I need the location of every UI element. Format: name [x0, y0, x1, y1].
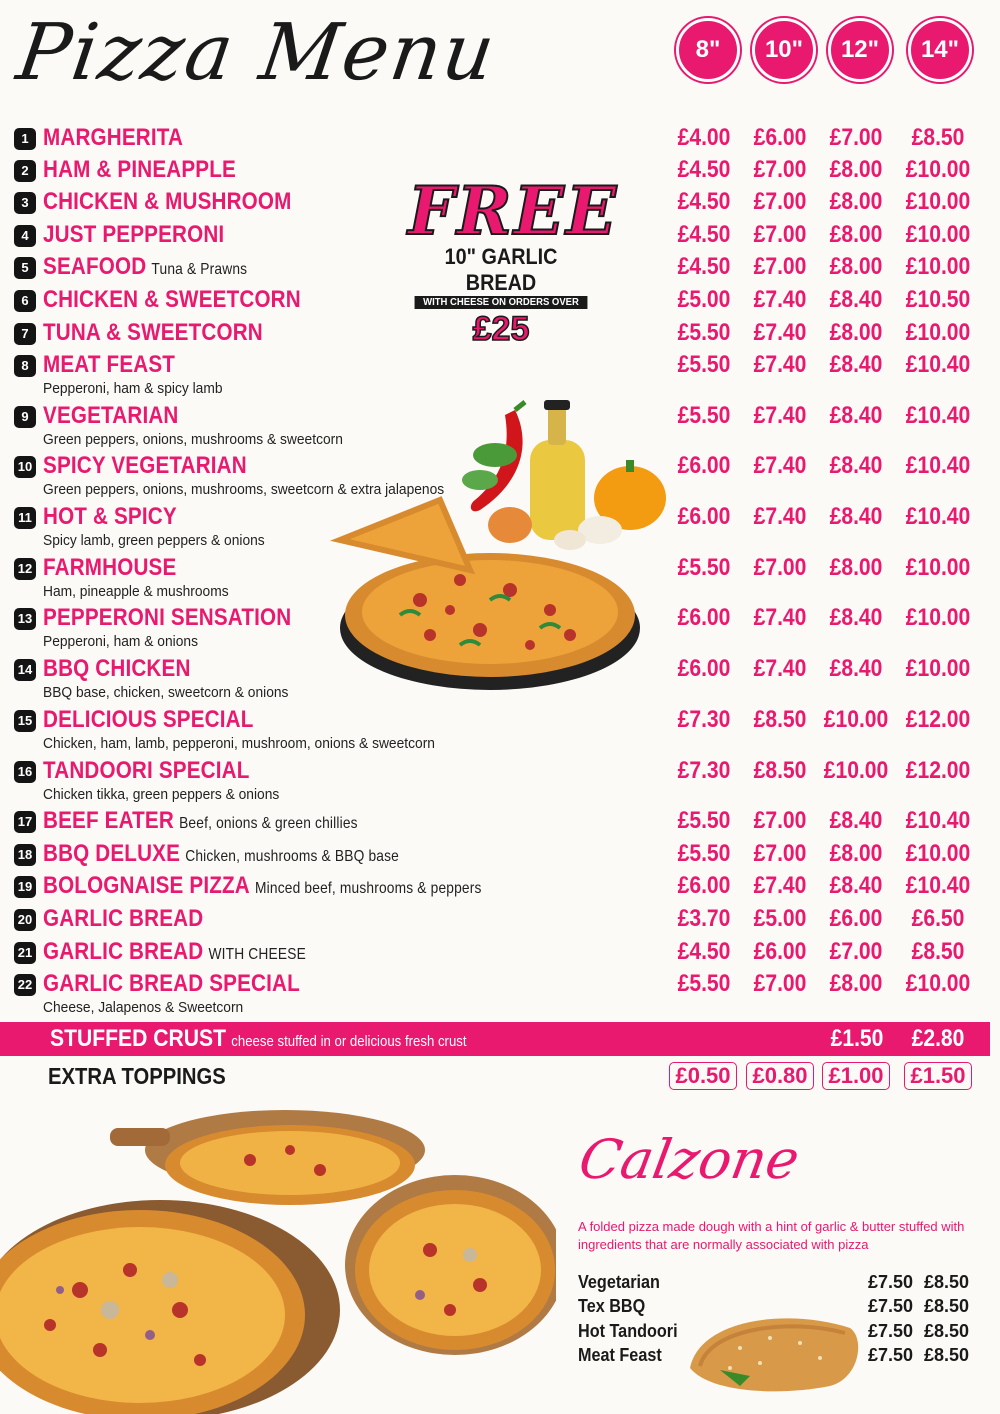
price-14-inch: £10.50: [905, 286, 971, 313]
item-number-badge: 10: [14, 456, 36, 478]
pizza-name-text: BBQ DELUXE: [43, 840, 181, 867]
stuffed-crust-price-12: £1.50: [830, 1025, 884, 1052]
item-number-badge: 19: [14, 876, 36, 898]
calzone-image: [680, 1308, 866, 1394]
pizza-name-text: MARGHERITA: [43, 124, 184, 151]
price-10-inch: £7.40: [753, 351, 807, 378]
price-8-inch: £4.00: [677, 124, 731, 151]
calzone-price: £8.50: [924, 1345, 970, 1365]
price-12-inch: £7.00: [829, 938, 883, 965]
price-14-inch: £10.40: [905, 807, 971, 834]
price-14-inch: £10.40: [905, 872, 971, 899]
price-12-inch: £10.00: [823, 757, 889, 784]
price-10-inch: £8.50: [753, 757, 807, 784]
price-14-inch: £10.40: [905, 503, 971, 530]
calzone-row: [578, 1272, 978, 1296]
pizza-name: [43, 970, 300, 998]
pizza-name-text: VEGETARIAN: [43, 402, 179, 429]
price-10-inch: £7.40: [753, 319, 807, 346]
price-12-inch: £8.00: [829, 156, 883, 183]
pizza-name: [43, 554, 176, 582]
promo-condition: WITH CHEESE ON ORDERS OVER: [415, 296, 588, 309]
calzone-price: £7.50: [868, 1272, 914, 1292]
calzone-name: Hot Tandoori: [578, 1321, 678, 1341]
calzone-name: Tex BBQ: [578, 1296, 646, 1316]
price-10-inch: £7.00: [753, 840, 807, 867]
item-number-badge: 20: [14, 909, 36, 931]
size-12-circle: 12": [828, 18, 892, 82]
item-number-badge: 8: [14, 355, 36, 377]
price-12-inch: £8.40: [829, 286, 883, 313]
pizza-name: [43, 319, 263, 347]
price-14-inch: £10.00: [905, 188, 971, 215]
price-14-inch: £12.00: [905, 706, 971, 733]
calzone-price: £8.50: [924, 1272, 970, 1292]
price-10-inch: £7.40: [753, 604, 807, 631]
price-8-inch: £5.50: [677, 970, 731, 997]
pizza-name-text: JUST PEPPERONI: [43, 221, 225, 248]
pizza-row: [14, 970, 984, 1021]
price-10-inch: £7.40: [753, 503, 807, 530]
pizza-name-text: CHICKEN & MUSHROOM: [43, 188, 292, 215]
pizza-inline-description: Minced beef, mushrooms & peppers: [255, 880, 482, 897]
price-10-inch: £7.00: [753, 554, 807, 581]
free-garlic-bread-promo: [408, 172, 619, 348]
pizza-name: [43, 351, 175, 379]
item-number-badge: 15: [14, 710, 36, 732]
stuffed-crust-desc: cheese stuffed in or delicious fresh crust: [231, 1033, 467, 1050]
item-number-badge: 1: [14, 128, 36, 150]
pizza-name-text: PEPPERONI SENSATION: [43, 604, 292, 631]
price-10-inch: £6.00: [753, 938, 807, 965]
price-12-inch: £8.40: [829, 872, 883, 899]
pizza-name-text: BEEF EATER: [43, 807, 174, 834]
price-8-inch: £4.50: [677, 938, 731, 965]
price-8-inch: £4.50: [677, 156, 731, 183]
price-8-inch: £5.50: [677, 554, 731, 581]
pizza-name: [43, 938, 306, 966]
item-number-badge: 2: [14, 160, 36, 182]
price-8-inch: £6.00: [677, 872, 731, 899]
pizza-row: [14, 840, 984, 871]
calzone-price: £8.50: [924, 1296, 970, 1316]
pizza-row: [14, 872, 984, 903]
extra-toppings-price-10: £0.80: [746, 1062, 814, 1090]
item-number-badge: 22: [14, 974, 36, 996]
price-10-inch: £6.00: [753, 124, 807, 151]
pizza-name: [43, 807, 358, 835]
pizza-with-vegetables-image: [330, 400, 675, 700]
size-8-circle: 8": [676, 18, 740, 82]
pizza-row: [14, 807, 984, 838]
pizza-description: Chicken, ham, lamb, pepperoni, mushroom, onions & sweetcorn: [43, 735, 435, 752]
price-8-inch: £6.00: [677, 452, 731, 479]
price-8-inch: £5.50: [677, 351, 731, 378]
price-10-inch: £7.00: [753, 221, 807, 248]
pizza-name-text: TANDOORI SPECIAL: [43, 757, 250, 784]
price-12-inch: £8.00: [829, 319, 883, 346]
calzone-price: £7.50: [868, 1345, 914, 1365]
item-number-badge: 11: [14, 507, 36, 529]
price-8-inch: £6.00: [677, 503, 731, 530]
price-12-inch: £8.40: [829, 604, 883, 631]
item-number-badge: 9: [14, 406, 36, 428]
price-8-inch: £7.30: [677, 706, 731, 733]
calzone-intro: A folded pizza made dough with a hint of garlic & butter stuffed with ingredients that are normally associated with pizza: [578, 1219, 965, 1252]
pizza-name-text: GARLIC BREAD SPECIAL: [43, 970, 300, 997]
price-8-inch: £7.30: [677, 757, 731, 784]
price-10-inch: £8.50: [753, 706, 807, 733]
pizza-name: [43, 757, 249, 785]
price-10-inch: £5.00: [753, 905, 807, 932]
item-number-badge: 5: [14, 257, 36, 279]
price-14-inch: £6.50: [911, 905, 965, 932]
pizza-name: [43, 156, 236, 184]
price-10-inch: £7.40: [753, 286, 807, 313]
stuffed-crust-label: [50, 1025, 467, 1053]
price-8-inch: £5.50: [677, 402, 731, 429]
stuffed-crust-title: STUFFED CRUST: [50, 1025, 226, 1052]
price-12-inch: £8.00: [829, 554, 883, 581]
price-14-inch: £10.40: [905, 452, 971, 479]
calzone-price: £7.50: [868, 1321, 914, 1341]
pizza-description: Green peppers, onions, mushrooms, sweetcorn & extra jalapenos: [43, 481, 445, 498]
pizza-description: BBQ base, chicken, sweetcorn & onions: [43, 684, 289, 701]
price-8-inch: £6.00: [677, 655, 731, 682]
item-number-badge: 4: [14, 225, 36, 247]
price-14-inch: £10.00: [905, 253, 971, 280]
price-12-inch: £10.00: [823, 706, 889, 733]
pizzas-on-boards-image: [0, 1110, 556, 1414]
price-14-inch: £8.50: [911, 124, 965, 151]
calzone-title: Calzone: [574, 1128, 805, 1191]
pizza-name-text: DELICIOUS SPECIAL: [43, 706, 254, 733]
calzone-price: £7.50: [868, 1296, 914, 1316]
pizza-description: Spicy lamb, green peppers & onions: [43, 532, 265, 549]
promo-headline: FREE: [408, 172, 619, 250]
pizza-name-text: CHICKEN & SWEETCORN: [43, 286, 301, 313]
pizza-row: [14, 938, 984, 969]
pizza-name: [43, 872, 482, 900]
price-12-inch: £8.00: [829, 970, 883, 997]
price-14-inch: £10.00: [905, 655, 971, 682]
price-8-inch: £3.70: [677, 905, 731, 932]
item-number-badge: 3: [14, 192, 36, 214]
pizza-description: Pepperoni, ham & onions: [43, 633, 198, 650]
pizza-name-text: HOT & SPICY: [43, 503, 177, 530]
calzone-name: Vegetarian: [578, 1272, 660, 1292]
price-10-inch: £7.00: [753, 253, 807, 280]
item-number-badge: 12: [14, 558, 36, 580]
stuffed-crust-bar: [0, 1022, 990, 1056]
pizza-name: [43, 503, 177, 531]
pizza-name-text: BBQ CHICKEN: [43, 655, 191, 682]
pizza-name: [43, 402, 179, 430]
price-10-inch: £7.40: [753, 872, 807, 899]
pizza-name: [43, 604, 291, 632]
price-10-inch: £7.00: [753, 807, 807, 834]
price-12-inch: £8.40: [829, 452, 883, 479]
price-8-inch: £6.00: [677, 604, 731, 631]
item-number-badge: 13: [14, 608, 36, 630]
price-12-inch: £7.00: [829, 124, 883, 151]
pizza-name: [43, 840, 399, 868]
extra-toppings-price-8: £0.50: [669, 1062, 737, 1090]
pizza-inline-description: Beef, onions & green chillies: [179, 815, 358, 832]
pizza-name-text: SPICY VEGETARIAN: [43, 452, 247, 479]
pizza-name-text: HAM & PINEAPPLE: [43, 156, 236, 183]
price-14-inch: £10.40: [905, 402, 971, 429]
pizza-description: Green peppers, onions, mushrooms & sweetcorn: [43, 431, 343, 448]
price-14-inch: £10.00: [905, 604, 971, 631]
pizza-description: Pepperoni, ham & spicy lamb: [43, 380, 223, 397]
pizza-name-text: FARMHOUSE: [43, 554, 177, 581]
calzone-price: £8.50: [924, 1321, 970, 1341]
price-12-inch: £6.00: [829, 905, 883, 932]
item-number-badge: 17: [14, 811, 36, 833]
page-title: Pizza Menu: [11, 8, 502, 98]
price-12-inch: £8.40: [829, 503, 883, 530]
price-14-inch: £10.40: [905, 351, 971, 378]
price-14-inch: £10.00: [905, 554, 971, 581]
item-number-badge: 18: [14, 844, 36, 866]
price-14-inch: £12.00: [905, 757, 971, 784]
price-8-inch: £5.50: [677, 807, 731, 834]
pizza-name: [43, 905, 203, 933]
pizza-row: [14, 124, 984, 155]
pizza-description: Chicken tikka, green peppers & onions: [43, 786, 280, 803]
pizza-name: [43, 221, 224, 249]
item-number-badge: 14: [14, 659, 36, 681]
price-10-inch: £7.40: [753, 452, 807, 479]
size-10-circle: 10": [752, 18, 816, 82]
pizza-row: [14, 706, 984, 757]
pizza-name: [43, 706, 253, 734]
pizza-name: [43, 253, 247, 281]
calzone-name: Meat Feast: [578, 1345, 662, 1365]
price-12-inch: £8.00: [829, 253, 883, 280]
price-8-inch: £5.00: [677, 286, 731, 313]
item-number-badge: 7: [14, 323, 36, 345]
item-number-badge: 21: [14, 942, 36, 964]
price-14-inch: £10.00: [905, 970, 971, 997]
price-10-inch: £7.00: [753, 156, 807, 183]
stuffed-crust-price-14: £2.80: [911, 1025, 965, 1052]
pizza-inline-description: Tuna & Prawns: [151, 261, 248, 278]
pizza-row: [14, 757, 984, 808]
price-12-inch: £8.40: [829, 655, 883, 682]
pizza-name-text: SEAFOOD: [43, 253, 147, 280]
price-12-inch: £8.00: [829, 188, 883, 215]
item-number-badge: 16: [14, 761, 36, 783]
pizza-description: Ham, pineapple & mushrooms: [43, 583, 229, 600]
pizza-name: [43, 188, 291, 216]
price-12-inch: £8.40: [829, 351, 883, 378]
price-10-inch: £7.00: [753, 188, 807, 215]
pizza-name-text: GARLIC BREAD: [43, 905, 204, 932]
price-8-inch: £5.50: [677, 319, 731, 346]
pizza-inline-description: WITH CHEESE: [208, 946, 306, 963]
price-8-inch: £4.50: [677, 221, 731, 248]
extra-toppings-price-14: £1.50: [904, 1062, 972, 1090]
extra-toppings-label: EXTRA TOPPINGS: [48, 1063, 226, 1089]
price-14-inch: £10.00: [905, 840, 971, 867]
price-8-inch: £4.50: [677, 253, 731, 280]
promo-threshold: £25: [472, 310, 530, 348]
price-10-inch: £7.40: [753, 402, 807, 429]
price-14-inch: £10.00: [905, 319, 971, 346]
pizza-row: [14, 905, 984, 936]
price-12-inch: £8.40: [829, 402, 883, 429]
pizza-row: [14, 351, 984, 402]
pizza-name-text: TUNA & SWEETCORN: [43, 319, 263, 346]
pizza-inline-description: Chicken, mushrooms & BBQ base: [185, 848, 399, 865]
pizza-name: [43, 452, 247, 480]
size-14-circle: 14": [908, 18, 972, 82]
price-10-inch: £7.40: [753, 655, 807, 682]
price-14-inch: £10.00: [905, 156, 971, 183]
promo-item: 10" GARLIC BREAD: [444, 244, 558, 295]
item-number-badge: 6: [14, 290, 36, 312]
extra-toppings-price-12: £1.00: [822, 1062, 890, 1090]
pizza-description: Cheese, Jalapenos & Sweetcorn: [43, 999, 244, 1016]
price-14-inch: £8.50: [911, 938, 965, 965]
price-14-inch: £10.00: [905, 221, 971, 248]
pizza-name-text: BOLOGNAISE PIZZA: [43, 872, 250, 899]
price-12-inch: £8.40: [829, 807, 883, 834]
price-8-inch: £4.50: [677, 188, 731, 215]
price-12-inch: £8.00: [829, 840, 883, 867]
pizza-name: [43, 655, 191, 683]
price-10-inch: £7.00: [753, 970, 807, 997]
price-8-inch: £5.50: [677, 840, 731, 867]
pizza-name-text: MEAT FEAST: [43, 351, 176, 378]
pizza-name: [43, 124, 183, 152]
pizza-name: [43, 286, 301, 314]
price-12-inch: £8.00: [829, 221, 883, 248]
pizza-name-text: GARLIC BREAD: [43, 938, 204, 965]
